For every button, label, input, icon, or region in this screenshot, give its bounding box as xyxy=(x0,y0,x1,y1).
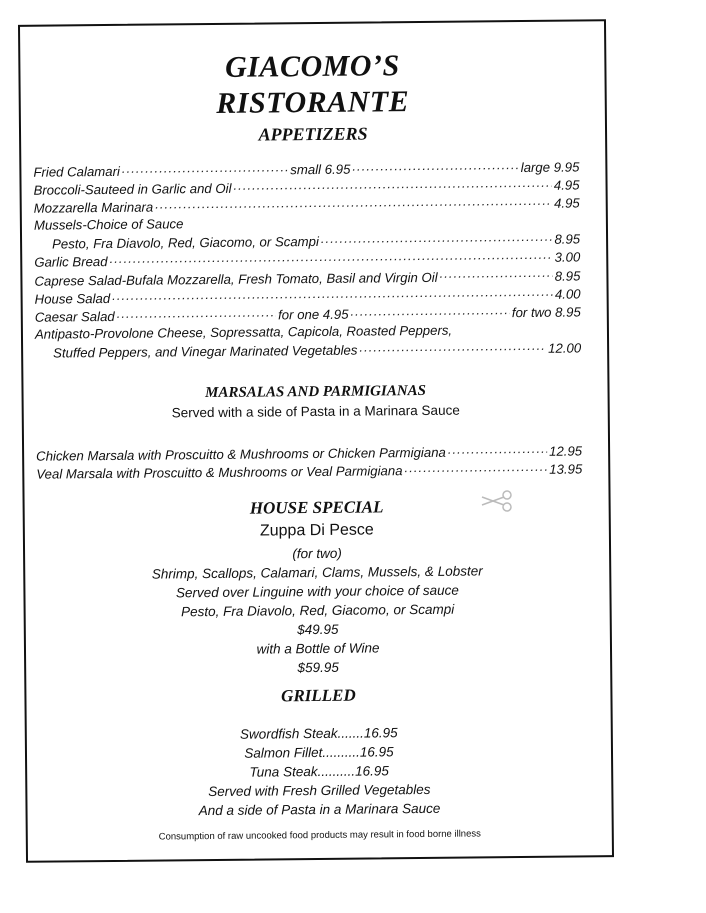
menu-text-line: with a Bottle of Wine xyxy=(256,640,380,657)
menu-item-name: Mozzarella Marinara xyxy=(33,199,154,216)
menu-item-price: 4.95 xyxy=(553,177,580,193)
menu-item-name: Chicken Marsala with Proscuitto & Mushrooms or Chicken Parmigiana xyxy=(36,444,446,464)
grilled-heading: GRILLED xyxy=(281,685,356,706)
marsala-list xyxy=(36,441,582,482)
grilled-details xyxy=(27,721,612,822)
menu-item-name: House Salad xyxy=(34,290,111,307)
menu-text-line: Pesto, Fra Diavolo, Red, Giacomo, or Scampi xyxy=(180,601,455,620)
dot-leader xyxy=(233,176,552,193)
marsalas-heading: MARSALAS AND PARMIGIANAS xyxy=(205,382,427,402)
menu-item-small-price: for one 4.95 xyxy=(278,306,349,323)
menu-item-name: Caprese Salad-Bufala Mozzarella, Fresh Tomato, Basil and Virgin Oil xyxy=(34,269,438,289)
menu-item-name: Pesto, Fra Diavolo, Red, Giacomo, or Scampi xyxy=(52,234,319,252)
dot-leader xyxy=(117,305,277,321)
menu-text-line: $59.95 xyxy=(297,659,339,676)
menu-item-name: Broccoli-Sauteed in Garlic and Oil xyxy=(33,180,232,198)
appetizers-heading: APPETIZERS xyxy=(258,123,368,145)
house-special-details xyxy=(25,541,610,680)
menu-text-line: (for two) xyxy=(292,545,342,562)
menu-item-price: 12.00 xyxy=(548,340,582,356)
menu-item-price: 4.00 xyxy=(554,286,581,302)
menu-item-price: 13.95 xyxy=(549,461,583,477)
menu-item-name: Stuffed Peppers, and Vinegar Marinated Vegetables xyxy=(53,342,358,361)
house-special-heading: HOUSE SPECIAL xyxy=(249,497,384,518)
menu-text-line: Tuna Steak..........16.95 xyxy=(249,763,389,780)
restaurant-title-line2: RISTORANTE xyxy=(216,85,410,120)
menu-text-line: Swordfish Steak.......16.95 xyxy=(239,725,398,742)
dot-leader xyxy=(112,284,553,302)
menu-item-price: large 9.95 xyxy=(520,159,580,176)
menu-item-name: Veal Marsala with Proscuitto & Mushrooms or Veal Parmigiana xyxy=(36,463,403,482)
menu-item-name: Antipasto-Provolone Cheese, Sopressatta, Capicola, Roasted Peppers, xyxy=(34,322,453,342)
dot-leader xyxy=(359,339,546,355)
menu-text-line: Served over Linguine with your choice of sauce xyxy=(175,582,459,601)
dot-leader xyxy=(321,230,553,246)
menu-item-price: 4.95 xyxy=(553,195,580,211)
marsalas-subheading: Served with a side of Pasta in a Marinara Sauce xyxy=(171,402,460,421)
menu-text-line: Served with Fresh Grilled Vegetables xyxy=(208,781,431,800)
menu-item-price: 8.95 xyxy=(554,268,581,284)
dot-leader xyxy=(448,442,547,457)
dot-leader xyxy=(439,266,552,281)
scissors-icon xyxy=(478,488,518,514)
menu-item-name: Garlic Bread xyxy=(34,254,108,271)
menu-text-line: Shrimp, Scallops, Calamari, Clams, Mussels, & Lobster xyxy=(151,563,483,582)
menu-page xyxy=(18,19,614,863)
appetizer-list xyxy=(33,157,581,361)
food-safety-disclaimer: Consumption of raw uncooked food products may result in food borne illness xyxy=(158,828,481,843)
menu-item-name: Mussels-Choice of Sauce xyxy=(33,216,184,233)
dot-leader xyxy=(155,194,552,212)
dot-leader xyxy=(122,160,289,176)
dot-leader xyxy=(404,460,547,475)
menu-item-price: for two 8.95 xyxy=(511,304,581,320)
menu-item-small-price: small 6.95 xyxy=(290,161,351,178)
house-special-name: Zuppa Di Pesce xyxy=(259,521,374,540)
menu-item-price: 12.95 xyxy=(549,443,583,459)
menu-text-line: Salmon Fillet..........16.95 xyxy=(244,744,394,761)
menu-text-line: And a side of Pasta in a Marinara Sauce xyxy=(198,800,441,819)
menu-item-name: Fried Calamari xyxy=(33,163,120,180)
menu-item-price: 8.95 xyxy=(554,231,581,248)
dot-leader xyxy=(109,248,552,266)
restaurant-title-line1: GIACOMO’S xyxy=(224,49,400,84)
menu-item-price: 3.00 xyxy=(554,249,581,266)
dot-leader xyxy=(350,303,510,319)
menu-text-line: $49.95 xyxy=(297,621,339,638)
dot-leader xyxy=(352,158,519,174)
menu-item-name: Caesar Salad xyxy=(34,308,115,325)
